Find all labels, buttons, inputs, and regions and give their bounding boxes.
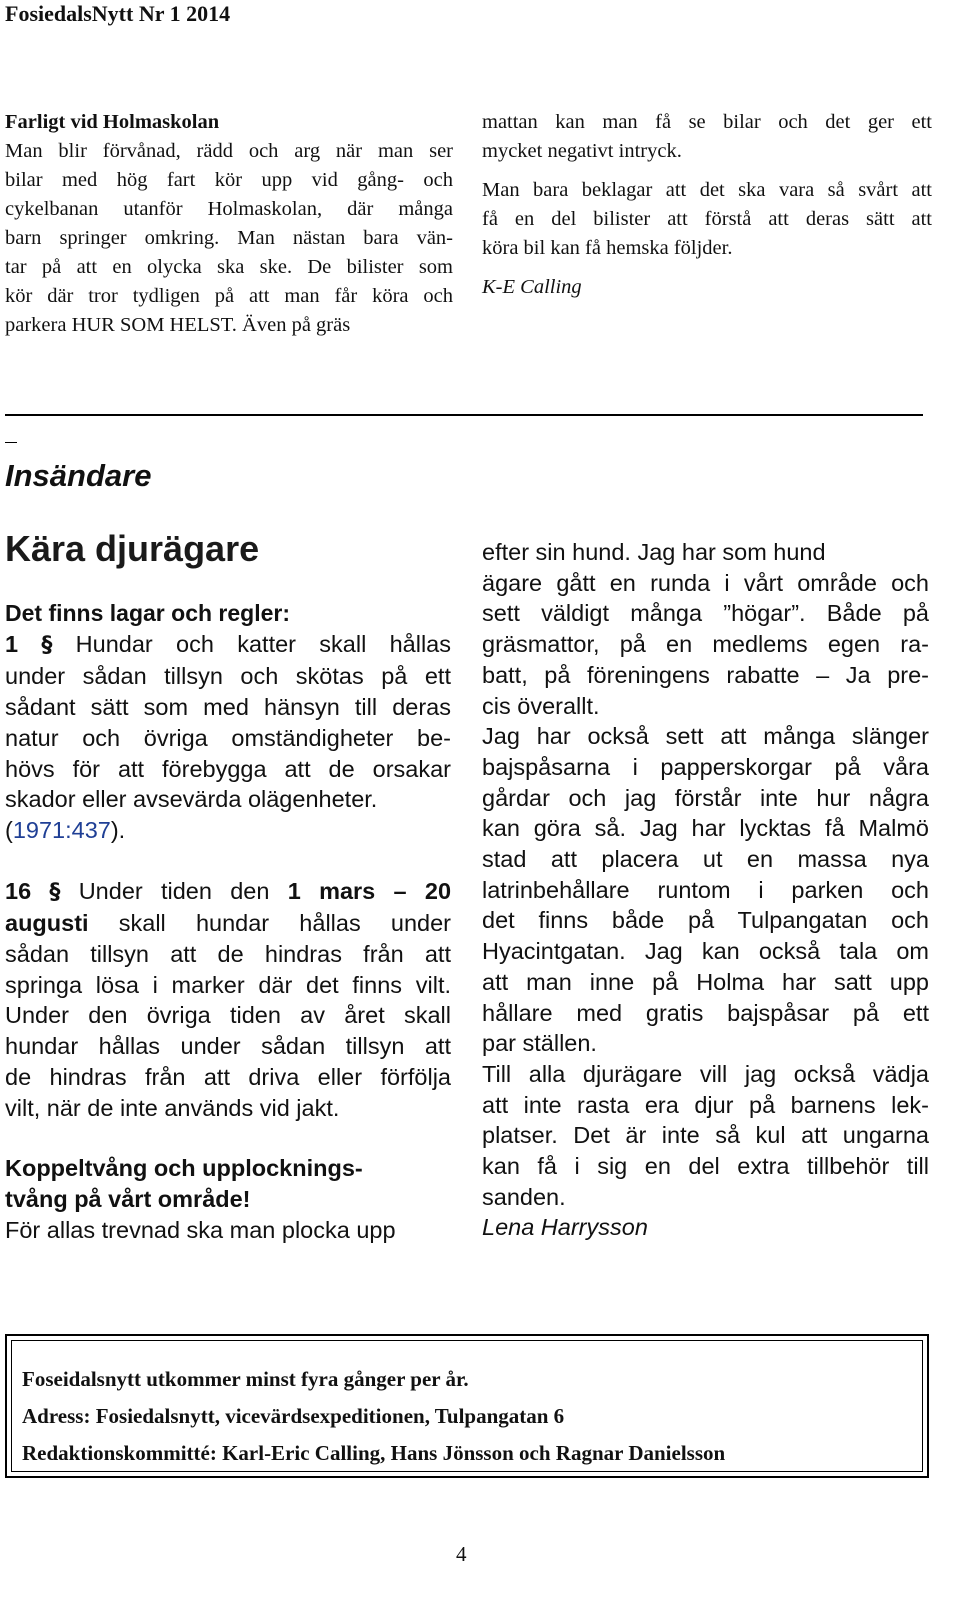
page-number: 4 [456, 1542, 467, 1566]
small-dash [5, 442, 17, 443]
letter-left-column [5, 598, 451, 1245]
top-article-line: Man bara beklagar att det ska vara så svårt att [482, 179, 932, 201]
letter-line: Hyacintgatan. Jag kan också tala om [482, 938, 929, 965]
leash-heading-cont: tvång på vårt område! [5, 1185, 251, 1212]
letter-line: Till alla djurägare vill jag också vädja [482, 1060, 929, 1087]
top-article-signature: K-E Calling [482, 276, 582, 298]
top-article-line: kör där tror tydligen på att man får köra och [5, 285, 453, 307]
letter-signature: Lena Harrysson [482, 1214, 648, 1241]
ref-open: ( [5, 816, 13, 843]
top-article-line: bilar med hög fart kör upp vid gång- och [5, 169, 453, 191]
letter-line: batt, på föreningens rabatte – Ja pre- [482, 661, 929, 688]
rule-1-line: skador eller avsevärda olägenheter. [5, 786, 378, 813]
rule-16-line: hundar hållas under sådan tillsyn att [5, 1033, 451, 1060]
letter-line: gräsmattor, på en medlems egen ra- [482, 631, 929, 658]
rule-1-line: natur och övriga omständigheter be- [5, 724, 451, 751]
letter-line: att inte rasta era djur på barnens lek- [482, 1091, 929, 1118]
newsletter-header-title: FosiedalsNytt Nr 1 2014 [5, 1, 231, 26]
letter-line: platser. Det är inte så kul att ungarna [482, 1122, 929, 1149]
law-reference-link[interactable]: 1971:437 [12, 816, 111, 843]
letter-title: Kära djurägare [5, 528, 260, 569]
rule-16-line: sådan tillsyn att de hindras från att [5, 941, 451, 968]
letter-subheading: Det finns lagar och regler: [5, 600, 291, 626]
letter-line: kan få i sig en del extra tillbehör till [482, 1153, 929, 1180]
letter-line: cis överallt. [482, 692, 600, 719]
letter-line: kan göra så. Jag har lycktas få Malmö [482, 815, 929, 842]
rule-1-line: under sådan tillsyn och skötas på ett [5, 663, 451, 690]
top-article-line: cykelbanan utanför Holmaskolan, där många [5, 198, 453, 220]
rule-16-dates-cont: augusti [5, 910, 89, 937]
top-article-line: parkera HUR SOM HELST. Även på gräs [5, 314, 351, 336]
letter-line: ägare gått en runda i vårt område och [482, 569, 929, 596]
top-article-line: mattan kan man få se bilar och det ger ett [482, 111, 932, 133]
rule-1-reference [5, 815, 451, 846]
letter-line: hållare med gratis bajspåsar på ett [482, 999, 929, 1026]
letter-line: det finns både på Tulpangatan och [482, 907, 929, 934]
top-article-right-column [482, 108, 932, 302]
top-article-line: få en del bilister att förstå att deras sätt att [482, 208, 932, 230]
footer-publication-line: Foseidalsnytt utkommer minst fyra gånger per år. [22, 1367, 469, 1391]
rule-16-line: Under den övriga tiden av året skall [5, 1002, 451, 1029]
top-article-line: mycket negativt intryck. [482, 140, 682, 162]
letter-line: sett väldigt många ”högar”. Både på [482, 600, 929, 627]
rule-16-line: de hindras från att driva eller förfölja [5, 1063, 451, 1090]
letter-line: efter sin hund. Jag har som hund [482, 539, 826, 565]
top-article-left-column [5, 108, 453, 340]
rule-16-lead2: skall hundar hållas under [118, 910, 451, 937]
top-article-line: Man blir förvånad, rädd och arg när man ser [5, 140, 453, 162]
letter-line: latrinbehållare runtom i parken och [482, 876, 929, 903]
footer-editorial-line: Redaktionskommitté: Karl-Eric Calling, Hans Jönsson och Ragnar Danielsson [22, 1441, 726, 1465]
rule-1-number: 1 [5, 630, 19, 657]
rule-1-line: sådant sätt som med hänsyn till deras [5, 694, 451, 721]
rule-16-dates: 1 mars – 20 [287, 877, 452, 904]
top-article-line: köra bil kan få hemska följder. [482, 237, 733, 259]
letter-line: gårdar och jag förstår inte hur några [482, 784, 929, 811]
rule-16-first-line [5, 876, 451, 909]
top-article-line: tar på att en olycka ska ske. De bilister som [5, 256, 453, 278]
letter-right-column [482, 537, 929, 1243]
letter-line: bajspåsarna i papperskorgar på våra [482, 753, 929, 780]
rule-16-line: springa lösa i marker där det finns vilt. [5, 971, 451, 998]
rule-16-lead: Under tiden den [78, 877, 270, 904]
section-divider [5, 414, 923, 416]
top-article-title: Farligt vid Holmaskolan [5, 111, 220, 133]
section-sign-icon: § [41, 632, 53, 658]
rule-16-second-line [5, 908, 451, 939]
rule-16-line: vilt, när de inte används vid jakt. [5, 1094, 340, 1121]
ref-close: ). [110, 816, 126, 843]
leash-text: För allas trevnad ska man plocka upp [5, 1216, 396, 1243]
rule-16-number: 16 [5, 877, 32, 904]
section-heading: Insändare [5, 458, 152, 493]
top-article-line: barn springer omkring. Man nästan bara vän- [5, 227, 453, 249]
rule-1-text: Hundar och katter skall hållas [75, 630, 451, 657]
footer-info-box [5, 1334, 929, 1478]
letter-line: sanden. [482, 1183, 566, 1210]
letter-line: stad att placera ut en massa nya [482, 846, 929, 873]
leash-heading: Koppeltvång och upplocknings- [5, 1155, 363, 1182]
footer-address-line: Adress: Fosiedalsnytt, vicevärdsexpeditionen, Tulpangatan 6 [22, 1404, 565, 1428]
rule-1-line: hövs för att förebygga att de orsakar [5, 755, 451, 782]
section-sign-icon: § [49, 879, 61, 905]
letter-line: att man inne på Holma har satt upp [482, 968, 929, 995]
rule-1-first-line [5, 629, 451, 662]
footer-inner-frame [11, 1340, 923, 1472]
letter-line: par ställen. [482, 1030, 597, 1057]
letter-line: Jag har också sett att många slänger [482, 723, 929, 750]
